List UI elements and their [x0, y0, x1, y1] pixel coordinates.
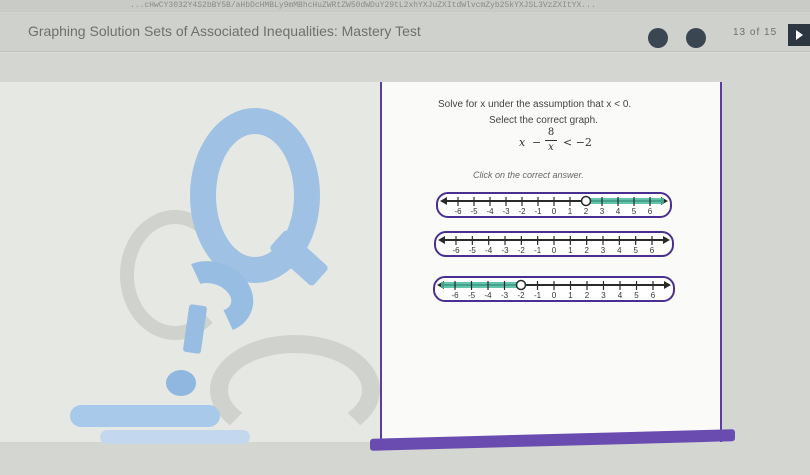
- expression-variable: x: [519, 136, 526, 149]
- number-line-left-arrow: [440, 197, 447, 205]
- progress-dot: [686, 28, 706, 48]
- test-header: [0, 12, 810, 52]
- tick-label: 3: [599, 207, 605, 216]
- tick-label: -4: [485, 246, 493, 255]
- play-arrow-icon: [796, 30, 803, 40]
- number-line: [438, 194, 670, 216]
- page-total: 15: [764, 27, 778, 38]
- tick-label: 2: [584, 291, 590, 300]
- page-counter: [733, 27, 777, 38]
- expression-fraction: [545, 127, 557, 154]
- expression-comparison: < −2: [563, 136, 592, 149]
- tick-label: -2: [517, 246, 525, 255]
- question-instruction: Select the correct graph.: [489, 115, 598, 126]
- tick-label: -4: [486, 207, 494, 216]
- decorative-arc: [210, 335, 380, 445]
- fraction-denominator: x: [548, 142, 554, 153]
- tick-label: 4: [615, 207, 621, 216]
- tick-label: 0: [551, 291, 557, 300]
- fraction-numerator: 8: [547, 127, 555, 138]
- tick-label: -3: [502, 207, 510, 216]
- tick-label: -1: [534, 207, 542, 216]
- answer-prompt: Click on the correct answer.: [473, 170, 584, 180]
- tick-label: 5: [631, 207, 637, 216]
- next-question-button[interactable]: [788, 24, 810, 46]
- tick-label: 6: [650, 291, 656, 300]
- tick-label: 3: [600, 246, 606, 255]
- question-card: [380, 82, 722, 442]
- tick-label: 1: [568, 291, 573, 300]
- decorative-question-dot: [166, 370, 196, 396]
- expression-minus: −: [532, 136, 542, 149]
- tick-label: -5: [468, 246, 476, 255]
- solution-segment: [441, 282, 521, 288]
- tick-label: -6: [452, 246, 460, 255]
- tick-label: 4: [617, 291, 623, 300]
- tick-label: 6: [649, 246, 655, 255]
- tick-label: -6: [454, 207, 462, 216]
- tick-label: 3: [601, 291, 606, 300]
- answer-choice-b[interactable]: [434, 231, 674, 257]
- tick-label: 2: [583, 207, 589, 216]
- tick-label: 6: [647, 207, 653, 216]
- page-of: of: [749, 27, 761, 38]
- tick-label: 0: [551, 246, 557, 255]
- tick-label: 5: [633, 246, 638, 255]
- tick-label: 2: [584, 246, 589, 255]
- number-line-right-arrow: [664, 281, 671, 289]
- tick-label: -5: [467, 291, 476, 300]
- tick-label: 1: [568, 246, 573, 255]
- decorative-band: [70, 405, 220, 427]
- tick-label: -2: [517, 291, 525, 300]
- tick-label: -5: [470, 207, 478, 216]
- solution-segment: [586, 198, 664, 204]
- tick-label: -1: [534, 246, 542, 255]
- decorative-band: [100, 430, 250, 444]
- answer-choice-c[interactable]: [433, 276, 675, 302]
- tick-label: 4: [617, 246, 622, 255]
- browser-url-bar[interactable]: ...cHwCY3032Y4S2bBY5B/aHbDcHMBLy9mMBhcHuZWRtZW50dWDuY29tL2xhYXJuZXItdWlvcmZyb25kYXJSL3VzZXItYX...: [0, 0, 810, 12]
- number-line-right-arrow: [663, 236, 670, 244]
- tick-label: -1: [533, 291, 542, 300]
- tick-label: 0: [551, 207, 557, 216]
- tick-label: 1: [567, 207, 573, 216]
- fraction-bar: [545, 140, 557, 141]
- open-endpoint-circle: [517, 281, 526, 290]
- number-line-left-arrow: [438, 236, 445, 244]
- open-endpoint-circle: [582, 197, 591, 206]
- number-line: [436, 233, 672, 255]
- tick-label: -2: [518, 207, 526, 216]
- tick-label: -3: [500, 291, 509, 300]
- tick-label: -4: [484, 291, 492, 300]
- tick-label: -6: [451, 291, 459, 300]
- question-text: Solve for x under the assumption that x < 0.: [438, 99, 632, 110]
- number-line: [435, 278, 673, 300]
- progress-dot: [648, 28, 668, 48]
- tick-label: -3: [501, 246, 509, 255]
- page-current: 13: [733, 27, 747, 38]
- page-title: Graphing Solution Sets of Associated Inequalities: Mastery Test: [28, 23, 421, 39]
- tick-label: 5: [634, 291, 639, 300]
- answer-choice-a[interactable]: [436, 192, 672, 218]
